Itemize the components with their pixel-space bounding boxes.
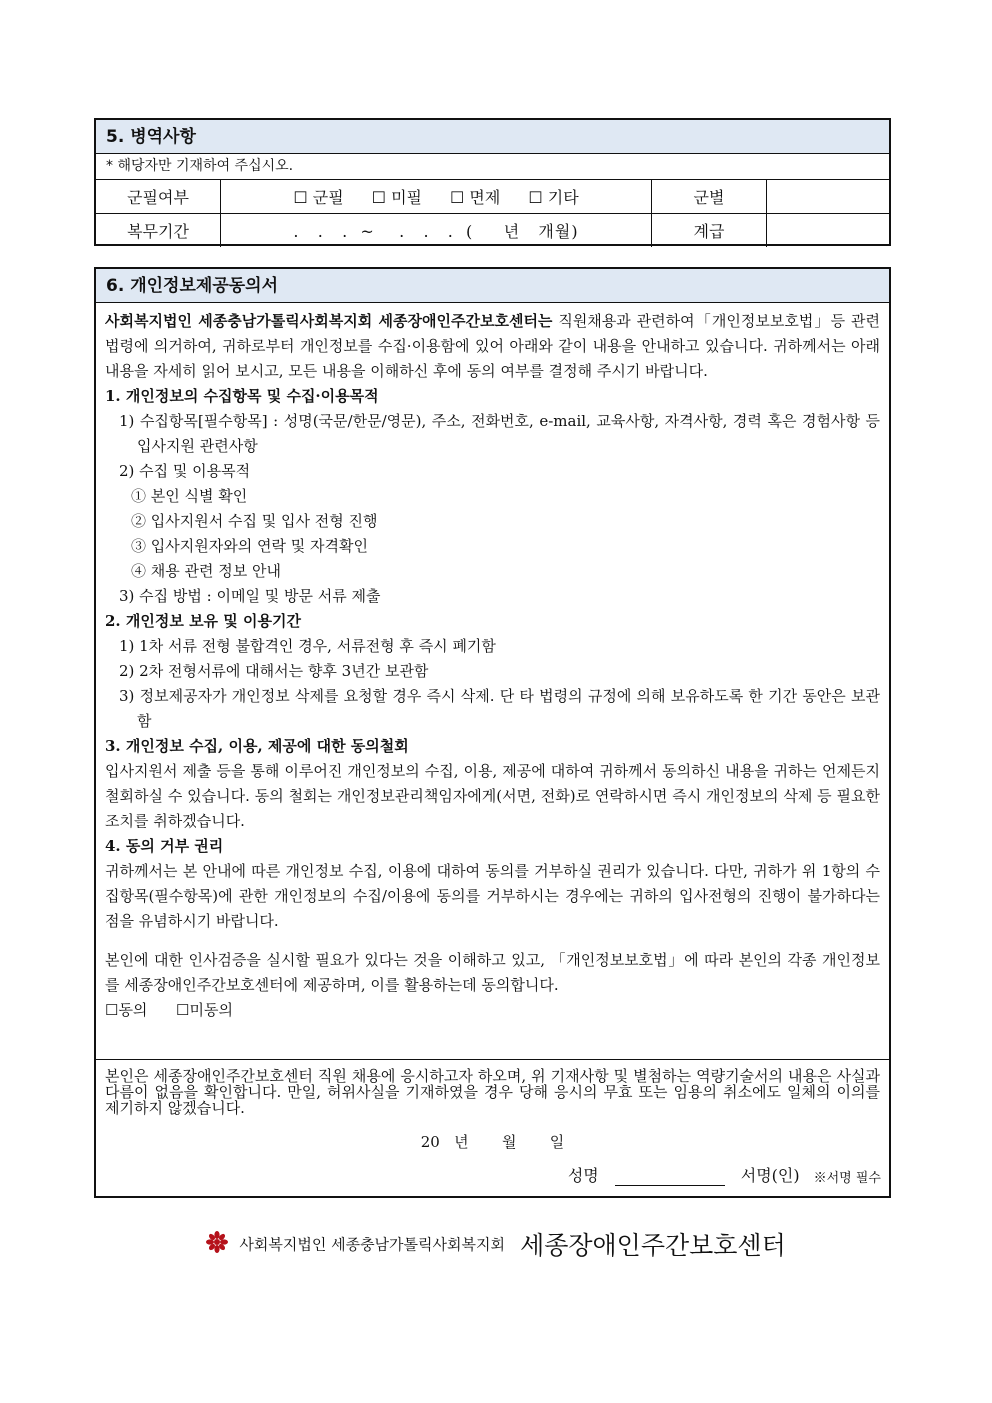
collection-required-items: 1) 수집항목[필수항목] : 성명(국문/한문/영문), 주소, 전화번호, e-mail, 교육사항, 자격사항, 경력 혹은 경험사항 등 입사지원 관련사항 [119,412,880,455]
option-exempt-checkbox[interactable]: ☐ 면제 [450,188,501,207]
rank-field[interactable] [767,214,889,247]
military-status-row [96,180,889,214]
service-period-label: 복무기간 [96,214,221,247]
military-note: * 해당자만 기재하여 주십시오. [96,154,889,180]
military-branch-field[interactable] [767,180,889,213]
signature-label: 서명(인) [740,1166,800,1185]
agree-options [105,998,880,1023]
military-status-label: 군필여부 [96,180,221,213]
purpose-item: ① 본인 식별 확인 [131,487,248,505]
date-field[interactable]: 20 년 월 일 [420,1133,565,1151]
consent-intro-org: 사회복지법인 세종충남가톨릭사회복지회 세종장애인주간보호센터는 [105,312,553,330]
refusal-right-text: 귀하께서는 본 안내에 따른 개인정보 수집, 이용에 대하여 동의를 거부하실 권리가 있습니다. 다만, 귀하가 위 1항의 수집항목(필수항목)에 관한 개인정보의 수집/이용에 동의를 거부하시는 경우에는 귀하의 입사전형의 진행이 불가하다는 점을 유념하시기 바랍니다. [105,862,880,930]
agree-checkbox[interactable]: ☐동의 [105,1001,148,1019]
consent-section [94,267,891,1198]
verification-consent-text: 본인에 대한 인사검증을 실시할 필요가 있다는 것을 이해하고 있고, 「개인정보보호법」에 따라 본인의 각종 개인정보를 세종장애인주간보호센터에 제공하며, 이를 활용하는데 동의합니다. [105,951,880,994]
purpose-item: ④ 채용 관련 정보 안내 [131,562,281,580]
collection-purpose-heading: 2) 수집 및 이용목적 [119,462,251,480]
military-branch-label: 군별 [652,180,767,213]
signature-line [568,1163,881,1186]
consent-body [96,303,889,1023]
heading-collection-items: 1. 개인정보의 수집항목 및 수집·이용목적 [105,387,379,405]
consent-intro [105,309,880,384]
option-unserved-checkbox[interactable]: ☐ 미필 [371,188,422,207]
heading-withdrawal: 3. 개인정보 수집, 이용, 제공에 대한 동의철회 [105,737,409,755]
footer [0,1226,992,1262]
purpose-item: ③ 입사지원자와의 연락 및 자격확인 [131,537,368,555]
name-label: 성명 [567,1166,599,1185]
service-period-row [96,214,889,247]
spacer [105,934,880,948]
option-other-checkbox[interactable]: ☐ 기타 [528,188,579,207]
purpose-item: ② 입사지원서 수집 및 입사 전형 진행 [131,512,378,530]
disagree-checkbox[interactable]: ☐미동의 [176,1001,233,1019]
declaration-text: 본인은 세종장애인주간보호센터 직원 채용에 응시하고자 하오며, 위 기재사항 및 별첨하는 역량기술서의 내용은 사실과 다름이 없음을 확인합니다. 만일, 허위사실을 기재하였을 경우 당해 응시의 무효 또는 임용의 취소에도 일체의 이의를 제기하지 않겠습니다. [105,1067,880,1117]
footer-org-name: 사회복지법인 세종충남가톨릭사회복지회 [239,1235,505,1254]
withdrawal-text: 입사지원서 제출 등을 통해 이루어진 개인정보의 수집, 이용, 제공에 대하여 귀하께서 동의하신 내용을 귀하는 언제든지 철회하실 수 있습니다. 동의 철회는 개인정보관리책임자에게(서면, 전화)로 연락하시면 즉시 개인정보의 삭제 등 필요한 조치를 취하겠습니다. [105,762,880,830]
signature-required-note: ※서명 필수 [813,1171,881,1186]
retention-item: 1) 1차 서류 전형 불합격인 경우, 서류전형 후 즉시 폐기함 [119,637,496,655]
consent-intro-text: 직원채용과 관련하여「개인정보보호법」등 관련 법령에 의거하여, 귀하로부터 개인정보를 수집·이용함에 있어 아래와 같이 내용을 안내하고 있습니다. 귀하께서는 아래 내용을 자세히 읽어 보시고, 모든 내용을 이해하신 후에 동의 여부를 결정해 주시기 바랍니다. [105,312,880,380]
retention-item: 2) 2차 전형서류에 대해서는 향후 3년간 보관함 [119,662,429,680]
cross-logo-icon [206,1231,228,1257]
name-field[interactable] [615,1167,725,1186]
heading-refusal-right: 4. 동의 거부 권리 [105,837,224,855]
retention-item: 3) 정보제공자가 개인정보 삭제를 요청할 경우 즉시 삭제. 단 타 법령의 규정에 의해 보유하도록 한 기간 동안은 보관함 [119,687,880,730]
collection-method: 3) 수집 방법 : 이메일 및 방문 서류 제출 [119,587,381,605]
service-period-field[interactable]: . . . ~ . . . ( 년 개월) [221,214,652,247]
option-served-checkbox[interactable]: ☐ 군필 [293,188,344,207]
footer-center-name: 세종장애인주간보호센터 [520,1231,786,1260]
military-section [94,118,891,246]
declaration-block [96,1059,889,1150]
heading-retention: 2. 개인정보 보유 및 이용기간 [105,612,301,630]
military-status-options [221,180,652,213]
consent-section-title: 6. 개인정보제공동의서 [96,269,889,303]
rank-label: 계급 [652,214,767,247]
military-section-title: 5. 병역사항 [96,120,889,154]
